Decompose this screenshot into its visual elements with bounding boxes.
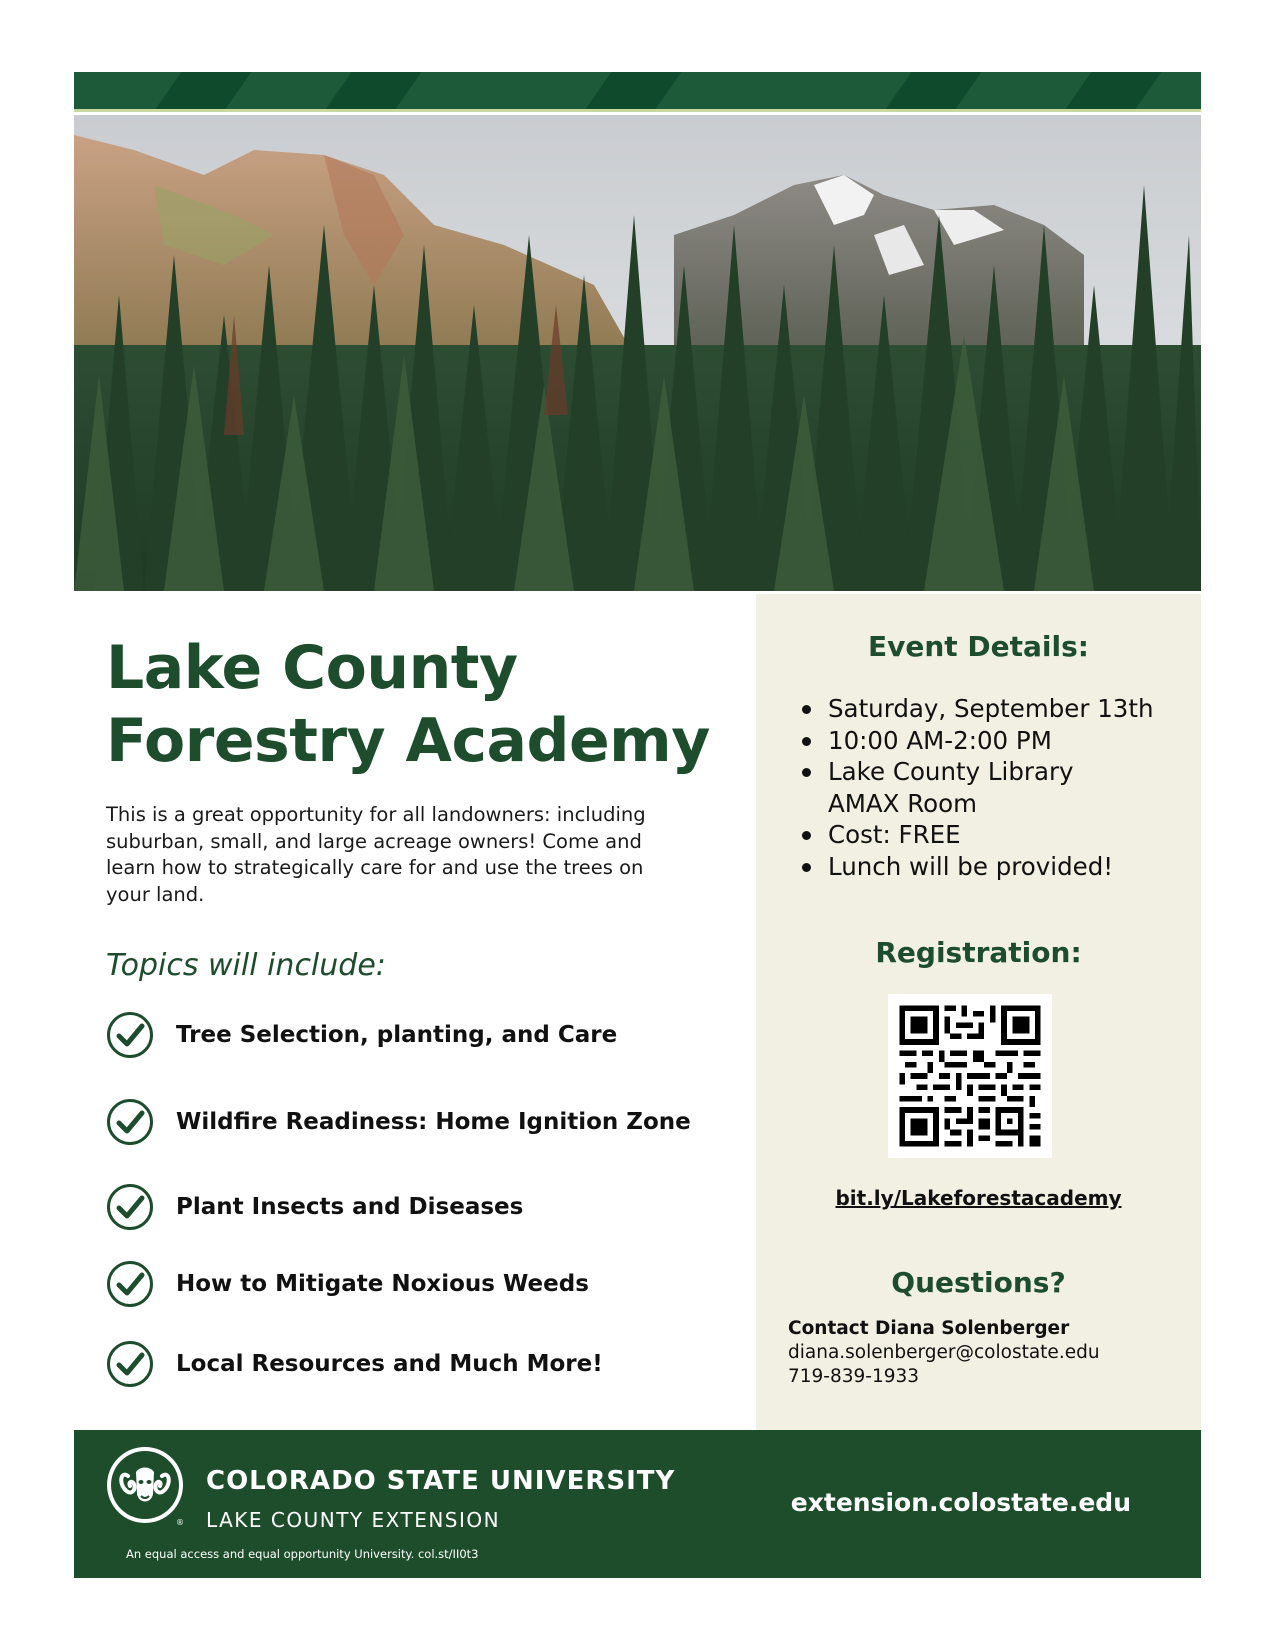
registration-heading: Registration: (875, 936, 1082, 969)
footer (74, 1430, 1201, 1578)
questions-heading: Questions? (891, 1266, 1066, 1299)
event-date: Saturday, September 13th (798, 693, 1154, 725)
event-location-name: Lake County Library (828, 757, 1074, 786)
event-lunch: Lunch will be provided! (798, 851, 1154, 883)
csu-ram-logo-icon (106, 1446, 184, 1524)
contact-phone: 719-839-1933 (788, 1366, 920, 1387)
topic-label: How to Mitigate Noxious Weeds (176, 1271, 589, 1297)
event-details-heading: Event Details: (867, 630, 1089, 663)
contact-name: Contact Diana Solenberger (788, 1318, 1070, 1339)
hero-forest-photo (74, 115, 1201, 591)
checkmark-icon (106, 1340, 154, 1388)
event-details-list (798, 693, 1154, 882)
equal-access-statement: An equal access and equal opportunity University. col.st/II0t3 (126, 1547, 479, 1561)
registered-mark: ® (176, 1518, 184, 1527)
checkmark-icon (106, 1098, 154, 1146)
contact-email[interactable]: diana.solenberger@colostate.edu (788, 1342, 1100, 1363)
topic-item (106, 1183, 523, 1231)
event-cost: Cost: FREE (798, 819, 1154, 851)
qr-code-icon (888, 994, 1052, 1158)
extension-name: LAKE COUNTY EXTENSION (206, 1508, 501, 1532)
checkmark-icon (106, 1260, 154, 1308)
topic-label: Plant Insects and Diseases (176, 1194, 524, 1220)
topic-label: Wildfire Readiness: Home Ignition Zone (176, 1109, 691, 1135)
topic-label: Tree Selection, planting, and Care (176, 1022, 618, 1048)
topic-item (106, 1011, 617, 1059)
registration-link[interactable]: bit.ly/Lakeforestacademy (835, 1186, 1122, 1210)
topic-label: Local Resources and Much More! (176, 1351, 603, 1377)
intro-text: This is a great opportunity for all landowners: including suburban, small, and large acreage owners! Come and learn how to strategically care for and use the trees on your land. (106, 803, 646, 906)
page-title (106, 632, 710, 778)
checkmark-icon (106, 1183, 154, 1231)
university-name: COLORADO STATE UNIVERSITY (206, 1466, 676, 1496)
topics-heading: Topics will include: (106, 948, 386, 983)
event-location-room: AMAX Room (828, 788, 977, 818)
top-decorative-band (74, 72, 1201, 112)
checkmark-icon (106, 1011, 154, 1059)
forest-mountain-icon (74, 115, 1201, 591)
title-line-1: Lake County (106, 633, 518, 703)
topic-item (106, 1098, 691, 1146)
website-link[interactable]: extension.colostate.edu (790, 1488, 1131, 1517)
topic-item (106, 1340, 603, 1388)
registration-qr-code[interactable] (888, 994, 1052, 1158)
event-time: 10:00 AM-2:00 PM (798, 725, 1154, 757)
event-location (798, 756, 1154, 819)
title-line-2: Forestry Academy (106, 706, 710, 776)
topic-item (106, 1260, 589, 1308)
